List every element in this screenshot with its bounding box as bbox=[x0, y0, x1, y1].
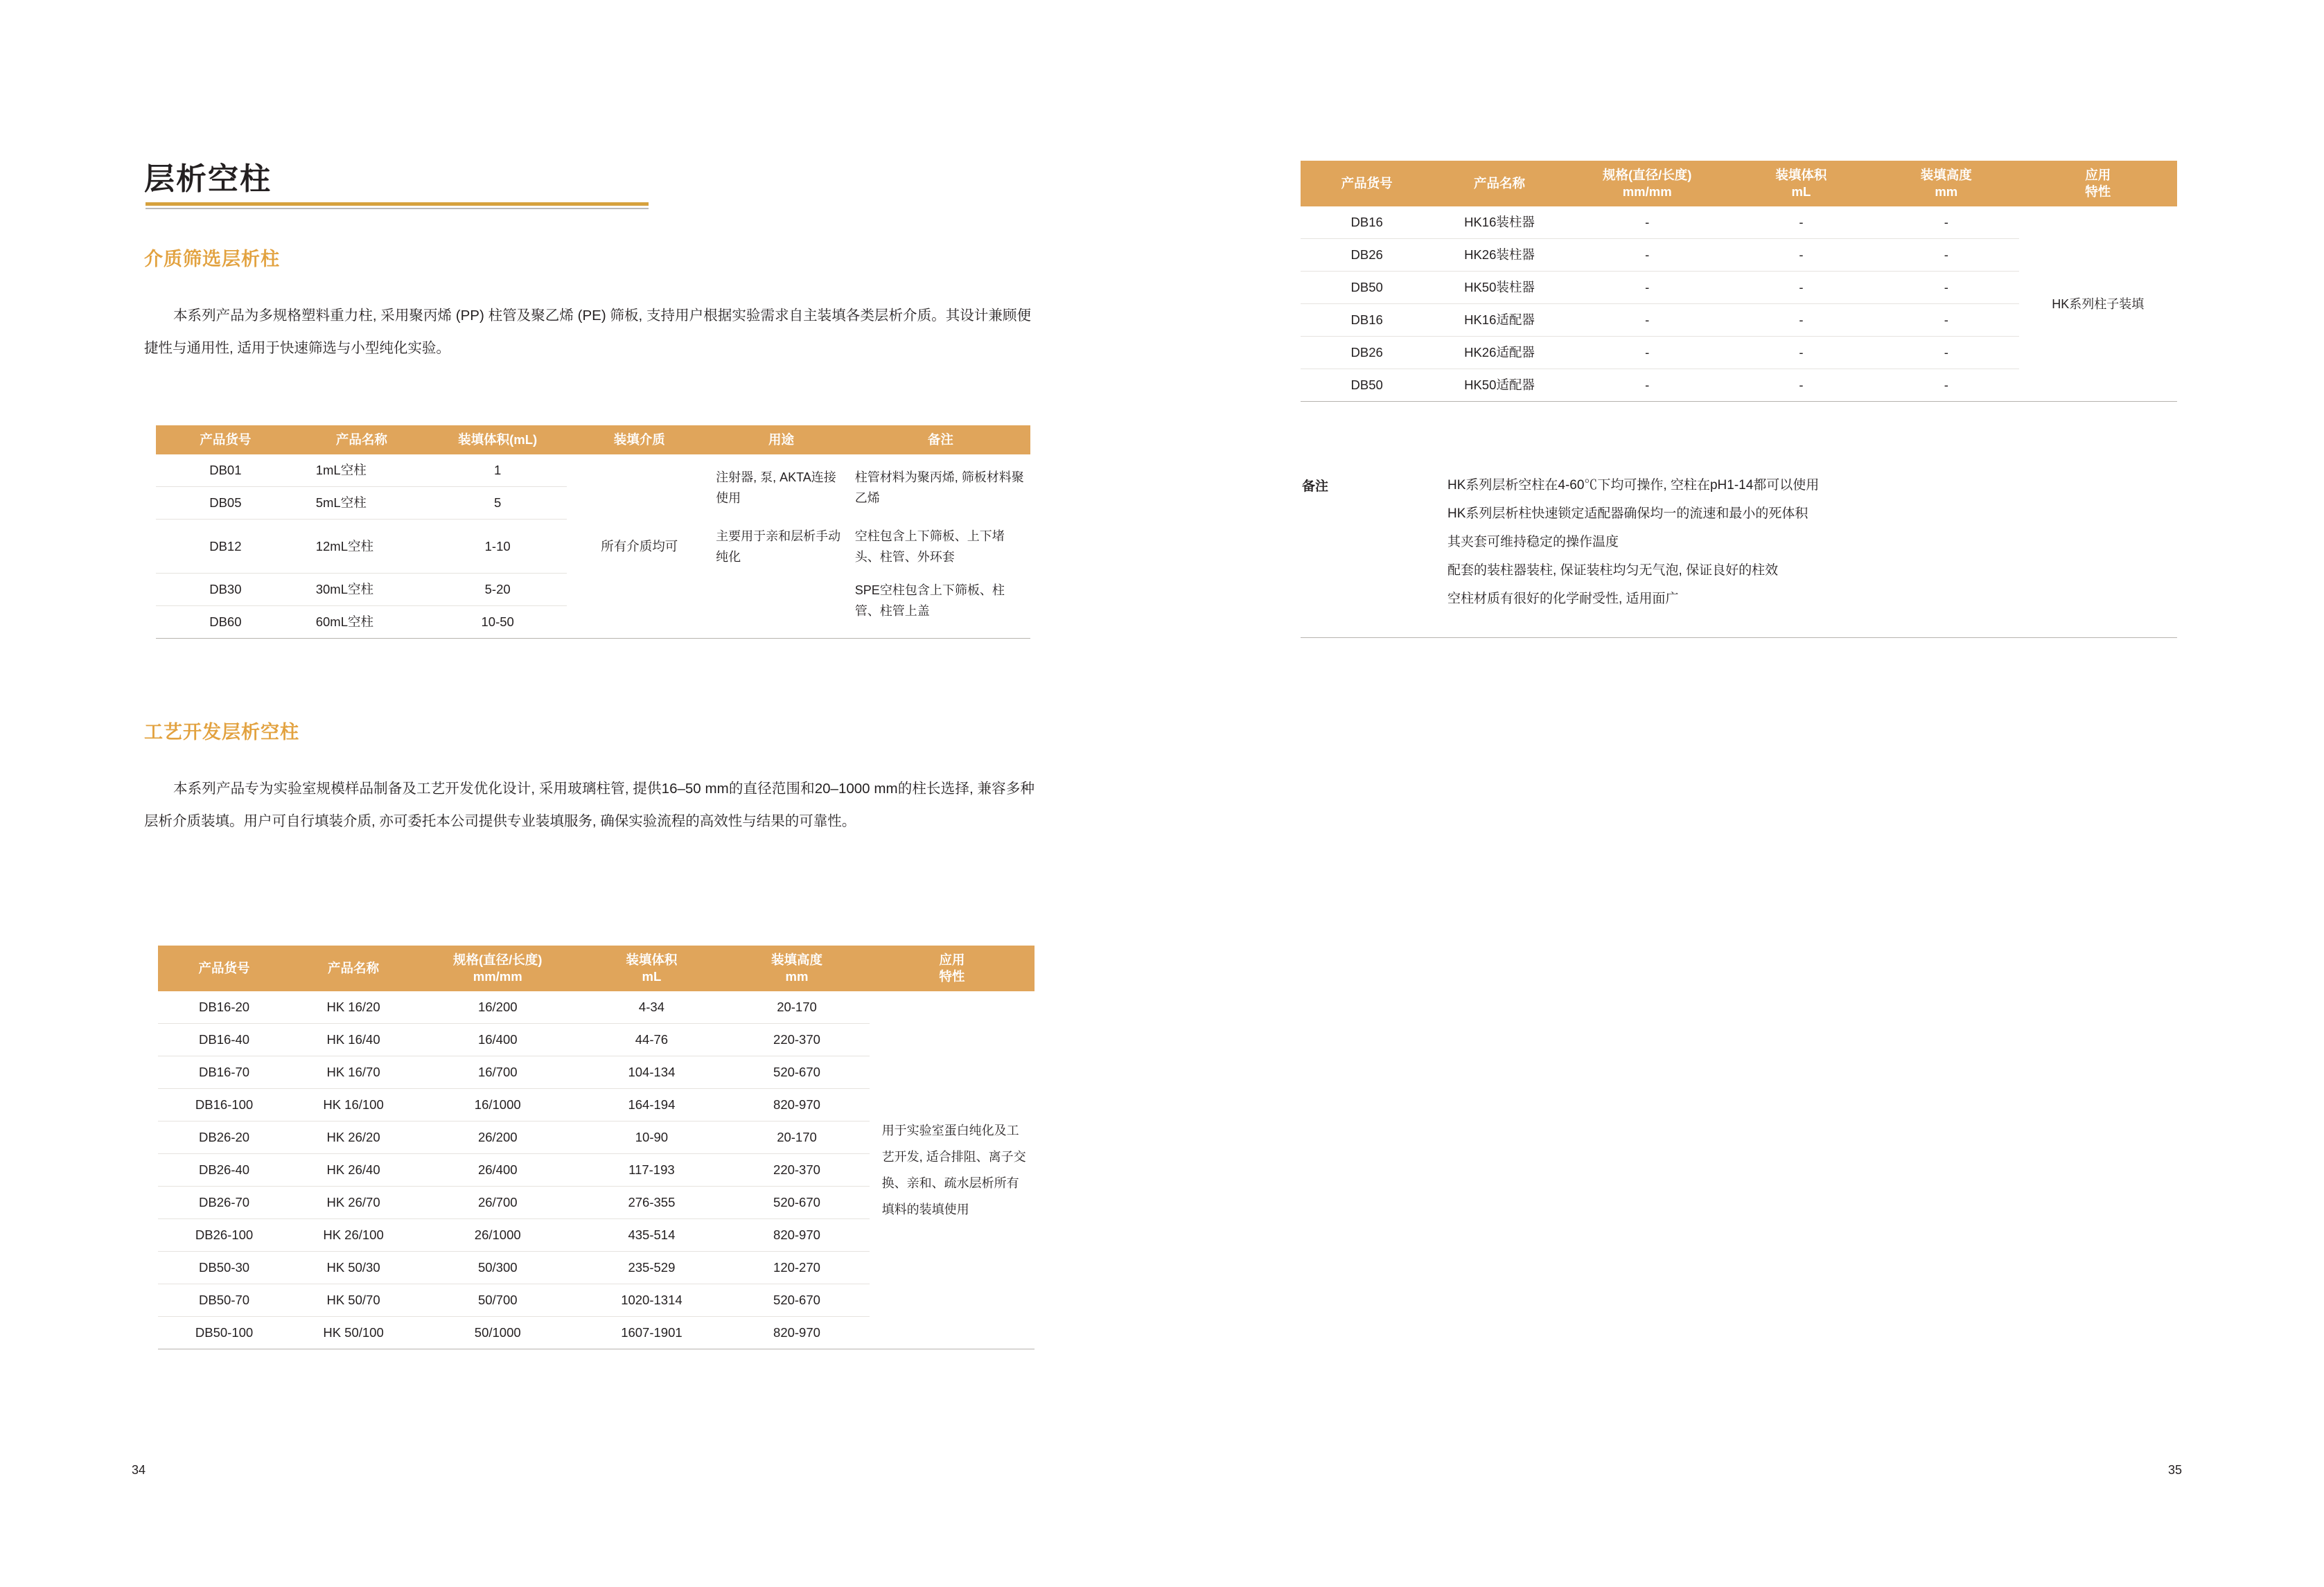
cell-height: 820-970 bbox=[724, 1317, 869, 1349]
cell-code: DB60 bbox=[156, 606, 295, 639]
cell-usage-1: 注射器, 泵, AKTA连接使用 bbox=[716, 470, 836, 505]
th-product-name: 产品名称 bbox=[295, 425, 428, 454]
th-packing-volume: 装填体积(mL) bbox=[428, 425, 567, 454]
th-product-code: 产品货号 bbox=[156, 425, 295, 454]
process-development-table bbox=[158, 946, 1035, 1349]
cell-code: DB26-20 bbox=[158, 1121, 290, 1154]
cell-name: 5mL空柱 bbox=[295, 487, 428, 520]
cell-code: DB26 bbox=[1301, 337, 1433, 369]
th-application: 应用 特性 bbox=[2019, 161, 2177, 206]
cell-media: 所有介质均可 bbox=[567, 454, 712, 639]
th-product-code: 产品货号 bbox=[158, 946, 290, 991]
media-screening-table bbox=[156, 425, 1030, 639]
cell-name: HK50装柱器 bbox=[1433, 272, 1565, 304]
th-packing-volume: 装填体积 mL bbox=[579, 946, 725, 991]
cell-volume: 164-194 bbox=[579, 1089, 725, 1121]
cell-code: DB30 bbox=[156, 574, 295, 606]
page-number-left: 34 bbox=[132, 1463, 146, 1477]
th-packing-height: 装填高度 mm bbox=[1874, 161, 2019, 206]
note-lines bbox=[1447, 471, 2140, 613]
th-spec: 规格(直径/长度) mm/mm bbox=[416, 946, 579, 991]
cell-spec: - bbox=[1566, 272, 1729, 304]
cell-spec: - bbox=[1566, 337, 1729, 369]
cell-spec: 50/1000 bbox=[416, 1317, 579, 1349]
cell-spec: - bbox=[1566, 206, 1729, 239]
cell-volume: 104-134 bbox=[579, 1056, 725, 1089]
cell-name: HK26适配器 bbox=[1433, 337, 1565, 369]
cell-code: DB16-20 bbox=[158, 991, 290, 1024]
cell-name: HK 16/70 bbox=[290, 1056, 416, 1089]
accessories-table bbox=[1301, 161, 2177, 402]
cell-code: DB50 bbox=[1301, 272, 1433, 304]
cell-height: 820-970 bbox=[724, 1089, 869, 1121]
th-usage: 用途 bbox=[712, 425, 851, 454]
section-title-1: 介质筛选层析柱 bbox=[144, 249, 280, 269]
section-paragraph-1: 本系列产品为多规格塑料重力柱, 采用聚丙烯 (PP) 柱管及聚乙烯 (PE) 筛板, 支持用户根据实验需求自主装填各类层析介质。其设计兼顾便捷性与通用性, 适用于快速筛选与小型纯化实验。 bbox=[144, 308, 1031, 356]
cell-usage-2: 主要用于亲和层析手动纯化 bbox=[712, 520, 851, 639]
cell-height: 520-670 bbox=[724, 1056, 869, 1089]
cell-remark-2: 空柱包含上下筛板、上下堵头、柱管、外环套 bbox=[854, 529, 1005, 564]
table-header-row bbox=[158, 946, 1035, 991]
cell-remark-1: 柱管材料为聚丙烯, 筛板材料聚乙烯 bbox=[854, 470, 1024, 505]
th-packing-volume: 装填体积 mL bbox=[1729, 161, 1874, 206]
cell-code: DB50-100 bbox=[158, 1317, 290, 1349]
cell-name: HK 26/40 bbox=[290, 1154, 416, 1187]
cell-code: DB16 bbox=[1301, 304, 1433, 337]
cell-name: 12mL空柱 bbox=[295, 520, 428, 574]
cell-height: - bbox=[1874, 206, 2019, 239]
page-number-right: 35 bbox=[2168, 1463, 2183, 1477]
cell-code: DB26 bbox=[1301, 239, 1433, 272]
cell-name: 60mL空柱 bbox=[295, 606, 428, 639]
cell-code: DB26-40 bbox=[158, 1154, 290, 1187]
th-application: 应用 特性 bbox=[870, 946, 1035, 991]
cell-volume: 235-529 bbox=[579, 1252, 725, 1284]
cell-height: - bbox=[1874, 369, 2019, 402]
cell-name: 1mL空柱 bbox=[295, 454, 428, 487]
cell-name: HK50适配器 bbox=[1433, 369, 1565, 402]
title-rule-accent bbox=[146, 202, 649, 206]
table-header-row bbox=[1301, 161, 2177, 206]
cell-code: DB26-70 bbox=[158, 1187, 290, 1219]
cell-volume: 5-20 bbox=[428, 574, 567, 606]
cell-code: DB50-70 bbox=[158, 1284, 290, 1317]
cell-spec: 16/700 bbox=[416, 1056, 579, 1089]
right-page bbox=[1162, 0, 2324, 1587]
cell-volume: 1 bbox=[428, 454, 567, 487]
cell-name: HK 50/100 bbox=[290, 1317, 416, 1349]
cell-spec: 16/1000 bbox=[416, 1089, 579, 1121]
cell-volume: - bbox=[1729, 239, 1874, 272]
cell-volume: 117-193 bbox=[579, 1154, 725, 1187]
cell-name: HK 26/20 bbox=[290, 1121, 416, 1154]
section-paragraph-2: 本系列产品专为实验室规模样品制备及工艺开发优化设计, 采用玻璃柱管, 提供16–50 mm的直径范围和20–1000 mm的柱长选择, 兼容多种层析介质装填。用户可自行填装介质, 亦可委托本公司提供专业装填服务, 确保实验流程的高效性与结果的可靠性。 bbox=[144, 781, 1035, 829]
cell-volume: 1607-1901 bbox=[579, 1317, 725, 1349]
cell-name: HK16适配器 bbox=[1433, 304, 1565, 337]
note-line-4: 配套的装柱器装柱, 保证装柱均匀无气泡, 保证良好的柱效 bbox=[1447, 563, 1779, 578]
page-title: 层析空柱 bbox=[144, 162, 272, 196]
cell-volume: 1020-1314 bbox=[579, 1284, 725, 1317]
cell-volume: 10-90 bbox=[579, 1121, 725, 1154]
cell-height: - bbox=[1874, 239, 2019, 272]
cell-volume: 1-10 bbox=[428, 520, 567, 574]
cell-name: HK 50/70 bbox=[290, 1284, 416, 1317]
cell-volume: - bbox=[1729, 369, 1874, 402]
th-packing-media: 装填介质 bbox=[567, 425, 712, 454]
cell-spec: - bbox=[1566, 304, 1729, 337]
cell-spec: - bbox=[1566, 239, 1729, 272]
cell-spec: 50/700 bbox=[416, 1284, 579, 1317]
cell-code: DB01 bbox=[156, 454, 295, 487]
cell-height: 520-670 bbox=[724, 1284, 869, 1317]
cell-name: HK 50/30 bbox=[290, 1252, 416, 1284]
cell-volume: 276-355 bbox=[579, 1187, 725, 1219]
cell-spec: 26/700 bbox=[416, 1187, 579, 1219]
table-row bbox=[1301, 206, 2177, 239]
cell-remark-3: SPE空柱包含上下筛板、柱管、柱管上盖 bbox=[851, 574, 1030, 639]
cell-name: HK 26/100 bbox=[290, 1219, 416, 1252]
cell-height: 520-670 bbox=[724, 1187, 869, 1219]
cell-name: HK 16/40 bbox=[290, 1024, 416, 1056]
cell-name: HK16装柱器 bbox=[1433, 206, 1565, 239]
note-label: 备注 bbox=[1302, 479, 1329, 494]
th-product-name: 产品名称 bbox=[1433, 161, 1565, 206]
cell-spec: 26/200 bbox=[416, 1121, 579, 1154]
note-bottom-rule bbox=[1301, 637, 2177, 638]
cell-code: DB16-100 bbox=[158, 1089, 290, 1121]
title-rule-thin bbox=[146, 208, 649, 209]
cell-height: 220-370 bbox=[724, 1024, 869, 1056]
cell-volume: 435-514 bbox=[579, 1219, 725, 1252]
cell-volume: 10-50 bbox=[428, 606, 567, 639]
cell-spec: 26/1000 bbox=[416, 1219, 579, 1252]
cell-name: HK26装柱器 bbox=[1433, 239, 1565, 272]
table-row bbox=[156, 454, 1030, 487]
cell-name: HK 26/70 bbox=[290, 1187, 416, 1219]
th-spec: 规格(直径/长度) mm/mm bbox=[1566, 161, 1729, 206]
table-row bbox=[158, 991, 1035, 1024]
cell-application: 用于实验室蛋白纯化及工艺开发, 适合排阻、离子交换、亲和、疏水层析所有填料的装填使用 bbox=[870, 991, 1035, 1349]
cell-volume: 4-34 bbox=[579, 991, 725, 1024]
cell-height: 820-970 bbox=[724, 1219, 869, 1252]
cell-height: - bbox=[1874, 337, 2019, 369]
cell-name: HK 16/100 bbox=[290, 1089, 416, 1121]
section-title-2: 工艺开发层析空柱 bbox=[144, 722, 299, 743]
cell-code: DB26-100 bbox=[158, 1219, 290, 1252]
note-line-5: 空柱材质有很好的化学耐受性, 适用面广 bbox=[1447, 592, 1679, 606]
cell-height: 120-270 bbox=[724, 1252, 869, 1284]
th-remark: 备注 bbox=[851, 425, 1030, 454]
cell-code: DB12 bbox=[156, 520, 295, 574]
cell-code: DB16-70 bbox=[158, 1056, 290, 1089]
cell-volume: 44-76 bbox=[579, 1024, 725, 1056]
cell-height: 20-170 bbox=[724, 991, 869, 1024]
cell-spec: 50/300 bbox=[416, 1252, 579, 1284]
cell-code: DB16-40 bbox=[158, 1024, 290, 1056]
cell-name: 30mL空柱 bbox=[295, 574, 428, 606]
cell-spec: 26/400 bbox=[416, 1154, 579, 1187]
cell-spec: - bbox=[1566, 369, 1729, 402]
cell-volume: - bbox=[1729, 304, 1874, 337]
note-line-1: HK系列层析空柱在4-60℃下均可操作, 空柱在pH1-14都可以使用 bbox=[1447, 478, 1820, 493]
cell-volume: 5 bbox=[428, 487, 567, 520]
note-line-3: 其夹套可维持稳定的操作温度 bbox=[1447, 535, 1619, 549]
th-product-code: 产品货号 bbox=[1301, 161, 1433, 206]
cell-spec: 16/400 bbox=[416, 1024, 579, 1056]
th-product-name: 产品名称 bbox=[290, 946, 416, 991]
cell-height: 220-370 bbox=[724, 1154, 869, 1187]
cell-volume: - bbox=[1729, 337, 1874, 369]
cell-code: DB50-30 bbox=[158, 1252, 290, 1284]
cell-height: - bbox=[1874, 272, 2019, 304]
cell-volume: - bbox=[1729, 206, 1874, 239]
cell-height: - bbox=[1874, 304, 2019, 337]
cell-spec: 16/200 bbox=[416, 991, 579, 1024]
cell-height: 20-170 bbox=[724, 1121, 869, 1154]
cell-application: HK系列柱子装填 bbox=[2019, 206, 2177, 402]
note-line-2: HK系列层析柱快速锁定适配器确保均一的流速和最小的死体积 bbox=[1447, 506, 1808, 521]
cell-name: HK 16/20 bbox=[290, 991, 416, 1024]
cell-code: DB16 bbox=[1301, 206, 1433, 239]
th-packing-height: 装填高度 mm bbox=[724, 946, 869, 991]
table-header-row bbox=[156, 425, 1030, 454]
cell-code: DB50 bbox=[1301, 369, 1433, 402]
cell-volume: - bbox=[1729, 272, 1874, 304]
cell-code: DB05 bbox=[156, 487, 295, 520]
